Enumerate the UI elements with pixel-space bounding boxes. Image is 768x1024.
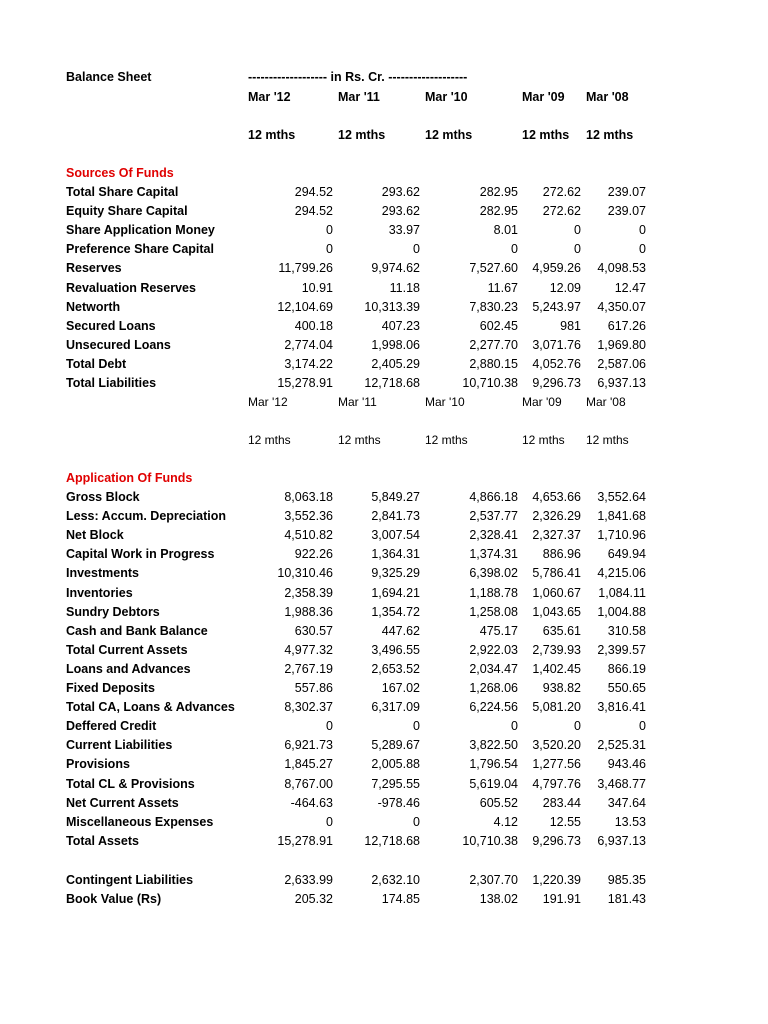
value-cell: 1,998.06 [371,337,420,352]
value-cell: 0 [413,242,420,257]
table-row [0,890,768,909]
value-cell: 2,653.52 [371,661,420,676]
period-header-row [0,88,768,107]
row-label: Less: Accum. Depreciation [66,509,227,524]
row-label: Provisions [66,757,130,772]
period-header: Mar '11 [338,90,380,104]
row-label: Revaluation Reserves [66,280,196,295]
value-cell: 3,496.55 [371,642,420,657]
value-cell: 4.12 [493,814,518,829]
value-cell: 283.44 [542,795,581,810]
value-cell: 1,988.36 [284,604,333,619]
value-cell: 0 [639,242,646,257]
title-row [0,68,768,87]
row-label: Unsecured Loans [66,337,171,352]
table-row [0,660,768,679]
row-label: Total Liabilities [66,376,157,390]
row-label: Preference Share Capital [66,242,214,257]
row-label: Capital Work in Progress [66,547,215,562]
sheet-title: Balance Sheet [66,70,152,84]
value-cell: 4,350.07 [597,299,646,314]
value-cell: 0 [326,814,333,829]
value-cell: 9,296.73 [532,376,581,390]
value-cell: 1,268.06 [469,681,518,695]
value-cell: 191.91 [542,892,581,907]
table-row [0,871,768,890]
duration-header: 12 mths [586,433,629,447]
value-cell: 5,786.41 [532,566,581,581]
row-label: Contingent Liabilities [66,873,194,887]
value-cell: 2,307.70 [469,873,518,887]
value-cell: 4,653.66 [532,490,581,504]
value-cell: 11.67 [487,280,518,295]
value-cell: 1,354.72 [371,604,420,619]
period-header: Mar '09 [522,90,565,104]
value-cell: 400.18 [294,318,333,333]
value-cell: 12,718.68 [364,833,420,848]
table-row [0,622,768,641]
value-cell: 1,220.39 [532,873,581,887]
value-cell: 6,398.02 [469,566,518,581]
value-cell: 6,224.56 [469,700,518,715]
period-header: Mar '09 [522,395,562,409]
application-heading-row [0,469,768,488]
value-cell: 630.57 [294,623,333,638]
table-row [0,736,768,755]
table-row [0,698,768,717]
value-cell: 5,081.20 [532,700,581,715]
row-label: Net Block [66,528,124,543]
value-cell: 9,296.73 [532,833,581,848]
value-cell: 6,921.73 [284,738,333,753]
value-cell: 635.61 [542,623,581,638]
value-cell: 605.52 [479,795,518,810]
value-cell: 1,796.54 [469,757,518,772]
duration-header: 12 mths [425,433,468,447]
row-label: Share Application Money [66,223,215,238]
duration-header: 12 mths [248,128,296,142]
value-cell: 282.95 [479,204,518,219]
value-cell: 2,358.39 [284,585,333,600]
period-header: Mar '08 [586,395,626,409]
table-row [0,259,768,278]
value-cell: 3,816.41 [597,700,646,715]
value-cell: 1,060.67 [532,585,581,600]
value-cell: 886.96 [542,547,581,562]
value-cell: 174.85 [381,892,420,907]
value-cell: 4,797.76 [532,776,581,791]
table-row [0,584,768,603]
value-cell: 310.58 [607,623,646,638]
value-cell: 447.62 [381,623,420,638]
value-cell: 0 [574,242,581,257]
value-cell: 11.18 [389,280,420,295]
table-row [0,221,768,240]
value-cell: 981 [560,318,581,333]
table-row [0,317,768,336]
row-label: Secured Loans [66,318,156,333]
row-label: Inventories [66,585,133,600]
value-cell: 8.01 [493,223,518,238]
table-row [0,336,768,355]
value-cell: 4,510.82 [284,528,333,543]
value-cell: 12,718.68 [364,376,420,390]
value-cell: 9,974.62 [371,261,420,276]
value-cell: 475.17 [479,623,518,638]
value-cell: 550.65 [607,681,646,695]
value-cell: 10,710.38 [462,376,518,390]
value-cell: 293.62 [381,185,420,199]
value-cell: 2,525.31 [597,738,646,753]
table-row [0,717,768,736]
sources-heading-row [0,164,768,183]
value-cell: 4,215.06 [597,566,646,581]
value-cell: 11,799.26 [278,261,333,276]
table-row [0,374,768,393]
table-row [0,545,768,564]
duration-header: 12 mths [522,433,565,447]
table-row [0,813,768,832]
row-label: Equity Share Capital [66,204,188,219]
value-cell: 15,278.91 [277,833,333,848]
table-row [0,240,768,259]
value-cell: 2,005.88 [371,757,420,772]
value-cell: 0 [326,242,333,257]
value-cell: 7,527.60 [469,261,518,276]
duration-header-row-2 [0,431,768,450]
row-label: Sundry Debtors [66,604,160,619]
row-label: Loans and Advances [66,661,191,676]
row-label: Fixed Deposits [66,681,155,695]
value-cell: 8,767.00 [284,776,333,791]
table-row [0,202,768,221]
value-cell: 866.19 [607,661,646,676]
table-row [0,507,768,526]
value-cell: 272.62 [542,185,581,199]
table-row [0,679,768,698]
value-cell: 282.95 [479,185,518,199]
value-cell: 2,632.10 [371,873,420,887]
value-cell: 10,313.39 [364,299,420,314]
table-row [0,775,768,794]
value-cell: 557.86 [294,681,333,695]
table-row [0,488,768,507]
value-cell: 2,034.47 [469,661,518,676]
value-cell: 0 [574,719,581,734]
value-cell: 12.09 [549,280,581,295]
value-cell: 6,937.13 [597,833,646,848]
value-cell: 1,374.31 [469,547,518,562]
row-label: Current Liabilities [66,738,173,753]
value-cell: 8,302.37 [284,700,333,715]
value-cell: 2,739.93 [532,642,581,657]
value-cell: 2,633.99 [284,873,333,887]
duration-header: 12 mths [586,128,634,142]
value-cell: 3,552.36 [284,509,333,524]
row-label: Total Share Capital [66,185,179,199]
value-cell: 12,104.69 [277,299,333,314]
unit-note: ------------------- in Rs. Cr. ------------------- [248,70,468,84]
value-cell: 3,822.50 [469,738,518,753]
period-header: Mar '10 [425,395,465,409]
value-cell: 239.07 [607,204,646,219]
value-cell: 3,071.76 [532,337,581,352]
value-cell: 2,922.03 [469,642,518,657]
table-row [0,755,768,774]
row-label: Investments [66,566,139,581]
value-cell: 602.45 [479,318,518,333]
value-cell: 5,619.04 [469,776,518,791]
table-row [0,564,768,583]
value-cell: 2,326.29 [532,509,581,524]
value-cell: 4,959.26 [532,261,581,276]
value-cell: 943.46 [607,757,646,772]
value-cell: 272.62 [542,204,581,219]
value-cell: 138.02 [479,892,518,907]
period-header: Mar '10 [425,90,468,104]
value-cell: 0 [639,223,646,238]
duration-header: 12 mths [338,128,386,142]
value-cell: 2,880.15 [469,356,518,371]
table-row [0,603,768,622]
value-cell: 239.07 [607,185,646,199]
value-cell: 3,552.64 [597,490,646,504]
section-heading-sources: Sources Of Funds [66,166,174,180]
table-row [0,298,768,317]
row-label: Deffered Credit [66,719,157,734]
value-cell: 7,830.23 [469,299,518,314]
value-cell: 1,188.78 [469,585,518,600]
value-cell: -978.46 [377,795,420,810]
value-cell: 1,841.68 [597,509,646,524]
table-row [0,641,768,660]
value-cell: 2,841.73 [371,509,420,524]
section-heading-application: Application Of Funds [66,471,193,485]
row-label: Reserves [66,261,122,276]
duration-header: 12 mths [248,433,291,447]
row-label: Total CL & Provisions [66,776,195,791]
duration-header-row [0,126,768,145]
table-row [0,794,768,813]
period-header: Mar '12 [248,90,291,104]
value-cell: 4,098.53 [597,261,646,276]
value-cell: 1,084.11 [598,585,646,600]
value-cell: 4,052.76 [532,356,581,371]
table-row [0,183,768,202]
value-cell: 181.43 [607,892,646,907]
duration-header: 12 mths [338,433,381,447]
value-cell: 617.26 [607,318,646,333]
row-label: Net Current Assets [66,795,179,810]
row-label: Miscellaneous Expenses [66,814,214,829]
row-label: Total Current Assets [66,642,188,657]
table-row [0,279,768,298]
value-cell: 2,327.37 [532,528,581,543]
value-cell: 407.23 [381,318,420,333]
value-cell: 2,277.70 [469,337,518,352]
value-cell: 0 [413,814,420,829]
value-cell: 0 [326,223,333,238]
value-cell: 1,710.96 [597,528,646,543]
duration-header: 12 mths [522,128,570,142]
row-label: Total Assets [66,833,139,848]
value-cell: 2,405.29 [371,356,420,371]
value-cell: 13.53 [614,814,646,829]
value-cell: 1,258.08 [469,604,518,619]
row-label: Total CA, Loans & Advances [66,700,235,715]
value-cell: 2,774.04 [284,337,333,352]
value-cell: 15,278.91 [277,376,333,390]
value-cell: 0 [511,719,518,734]
duration-header: 12 mths [425,128,473,142]
table-row [0,526,768,545]
period-header: Mar '08 [586,90,629,104]
value-cell: 347.64 [607,795,646,810]
value-cell: 5,849.27 [371,490,420,504]
row-label: Gross Block [66,490,140,504]
table-row [0,832,768,851]
value-cell: 3,468.77 [597,776,646,791]
value-cell: 0 [639,719,646,734]
value-cell: 3,007.54 [371,528,420,543]
value-cell: 33.97 [388,223,420,238]
value-cell: 2,767.19 [284,661,333,676]
value-cell: 294.52 [294,204,333,219]
period-header: Mar '12 [248,395,288,409]
value-cell: 1,004.88 [597,604,646,619]
value-cell: 1,364.31 [371,547,420,562]
value-cell: 12.55 [549,814,581,829]
row-label: Networth [66,299,121,314]
row-label: Cash and Bank Balance [66,623,208,638]
value-cell: 1,694.21 [371,585,420,600]
value-cell: 1,845.27 [284,757,333,772]
row-label: Total Debt [66,356,127,371]
value-cell: 8,063.18 [284,490,333,504]
value-cell: 3,520.20 [532,738,581,753]
value-cell: 3,174.22 [284,356,333,371]
value-cell: 0 [574,223,581,238]
period-header-row-2 [0,393,768,412]
value-cell: 9,325.29 [371,566,420,581]
value-cell: 5,243.97 [532,299,581,314]
value-cell: 7,295.55 [371,776,420,791]
value-cell: 0 [511,242,518,257]
value-cell: 4,977.32 [284,642,333,657]
value-cell: 6,937.13 [597,376,646,390]
value-cell: 1,969.80 [597,337,646,352]
value-cell: 2,399.57 [597,642,646,657]
value-cell: 167.02 [381,681,420,695]
period-header: Mar '11 [338,395,377,409]
value-cell: 6,317.09 [371,700,420,715]
value-cell: 5,289.67 [371,738,420,753]
value-cell: 649.94 [607,547,646,562]
value-cell: 294.52 [294,185,333,199]
value-cell: 2,587.06 [597,356,646,371]
value-cell: 1,402.45 [532,661,581,676]
value-cell: 10,310.46 [277,566,333,581]
value-cell: 0 [326,719,333,734]
value-cell: 1,043.65 [532,604,581,619]
value-cell: 938.82 [542,681,581,695]
value-cell: 985.35 [607,873,646,887]
value-cell: 2,537.77 [469,509,518,524]
value-cell: 2,328.41 [469,528,518,543]
value-cell: 4,866.18 [469,490,518,504]
value-cell: 205.32 [294,892,333,907]
value-cell: 1,277.56 [532,757,581,772]
row-label: Book Value (Rs) [66,892,162,907]
value-cell: 10.91 [301,280,333,295]
value-cell: -464.63 [290,795,333,810]
value-cell: 10,710.38 [462,833,518,848]
value-cell: 12.47 [614,280,646,295]
value-cell: 0 [413,719,420,734]
value-cell: 293.62 [381,204,420,219]
value-cell: 922.26 [294,547,333,562]
table-row [0,355,768,374]
